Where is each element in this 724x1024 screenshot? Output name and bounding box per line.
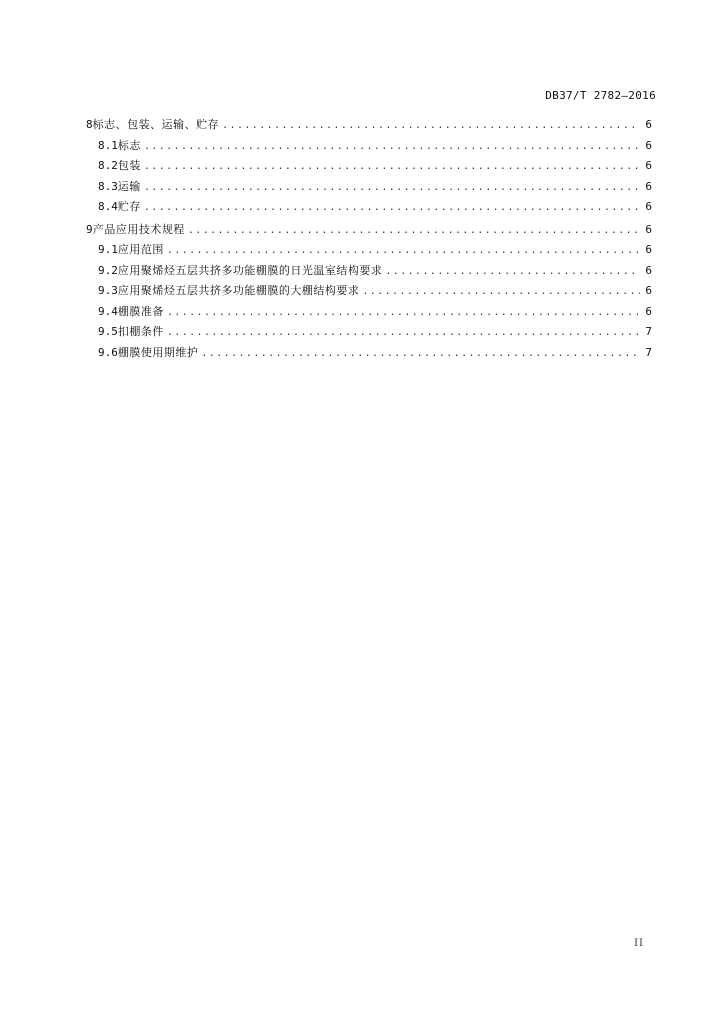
toc-entry-page: 6 [645, 263, 652, 277]
toc-dot-leader [167, 303, 640, 323]
toc-entry-number: 9.1 [98, 243, 118, 256]
toc-entry-page: 6 [645, 200, 652, 213]
toc-dot-leader [144, 198, 640, 218]
toc-entry-title: 产品应用技术规程 [92, 222, 185, 236]
toc-entry-page: 6 [645, 284, 652, 297]
toc-entry-title: 标志 [117, 138, 141, 152]
toc-entry-9-3[interactable] [86, 281, 652, 302]
toc-entry-page: 6 [645, 304, 652, 318]
toc-dot-leader [144, 157, 640, 177]
toc-dot-leader [144, 178, 640, 198]
toc-entry-title: 标志、包装、运输、贮存 [92, 118, 220, 131]
toc-entry-number: 8.4 [98, 200, 118, 213]
toc-dot-leader [222, 116, 640, 136]
toc-entry-number: 8.2 [98, 159, 118, 172]
toc-entry-title: 应用聚烯烃五层共挤多功能棚膜的大棚结构要求 [117, 284, 360, 297]
table-of-contents [86, 115, 652, 363]
toc-entry-8-2[interactable] [86, 156, 652, 177]
toc-entry-title: 扣棚条件 [117, 325, 164, 338]
toc-entry-number: 9.5 [98, 325, 118, 338]
toc-entry-page: 6 [645, 243, 652, 256]
toc-entry-title: 应用范围 [117, 243, 164, 256]
toc-dot-leader [385, 262, 640, 282]
toc-entry-page: 6 [645, 138, 652, 152]
toc-entry-number: 9 [86, 222, 93, 236]
toc-dot-leader [362, 282, 640, 302]
toc-entry-number: 8.1 [98, 138, 118, 152]
toc-entry-number: 9.3 [98, 284, 118, 297]
toc-entry-9-5[interactable] [86, 322, 652, 343]
toc-entry-9-1[interactable] [86, 240, 652, 261]
toc-dot-leader [188, 221, 640, 241]
toc-dot-leader [144, 137, 640, 157]
toc-entry-8-1[interactable] [86, 136, 652, 157]
toc-entry-title: 运输 [117, 179, 141, 193]
page-number: II [634, 938, 644, 949]
toc-dot-leader [201, 344, 640, 364]
toc-entry-8[interactable] [86, 115, 652, 136]
toc-entry-number: 9.2 [98, 263, 118, 277]
toc-entry-page: 6 [645, 159, 652, 172]
toc-entry-page: 7 [645, 345, 652, 359]
toc-entry-title: 贮存 [117, 200, 141, 213]
toc-entry-number: 9.4 [98, 304, 118, 318]
toc-entry-number: 8.3 [98, 179, 118, 193]
toc-entry-number: 8 [86, 118, 93, 131]
toc-entry-8-4[interactable] [86, 197, 652, 218]
toc-entry-title: 棚膜准备 [117, 304, 164, 318]
toc-entry-page: 6 [645, 179, 652, 193]
toc-entry-9-4[interactable] [86, 302, 652, 323]
toc-entry-page: 7 [645, 325, 652, 338]
document-code: DB37/T 2782—2016 [545, 89, 656, 102]
toc-dot-leader [167, 323, 640, 343]
toc-entry-title: 包装 [117, 159, 141, 172]
toc-entry-number: 9.6 [98, 345, 118, 359]
toc-dot-leader [167, 241, 640, 261]
toc-entry-9-6[interactable] [86, 343, 652, 364]
toc-entry-9-2[interactable] [86, 261, 652, 282]
toc-entry-page: 6 [645, 118, 652, 131]
toc-entry-title: 应用聚烯烃五层共挤多功能棚膜的日光温室结构要求 [117, 263, 383, 277]
toc-entry-title: 棚膜使用期维护 [117, 345, 199, 359]
toc-entry-8-3[interactable] [86, 177, 652, 198]
toc-entry-9[interactable] [86, 220, 652, 241]
toc-entry-page: 6 [645, 222, 652, 236]
